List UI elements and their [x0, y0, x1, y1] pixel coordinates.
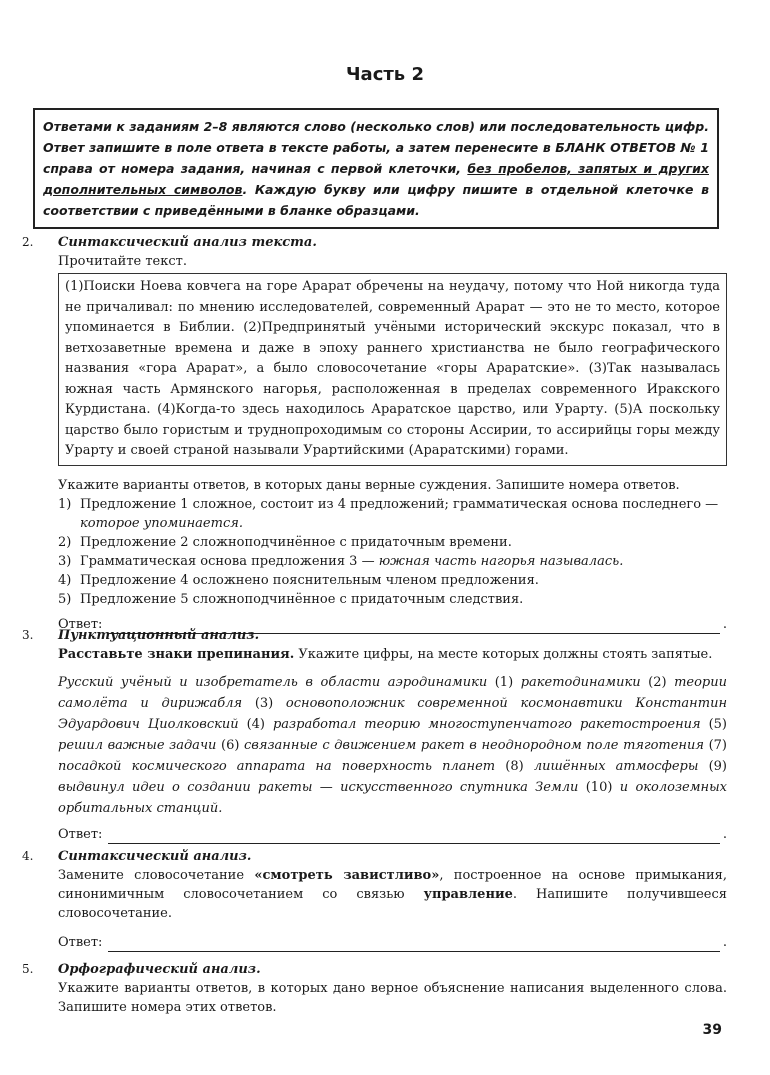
task-heading: Синтаксический анализ. [58, 849, 252, 864]
task-text-2: , построенное на основе примыкания, синонимичным словосочетанием со связью [58, 868, 727, 902]
passage-segment: решил важные задачи [58, 738, 221, 753]
instruction-rest: Укажите цифры, на месте которых должны стоять запятые. [294, 647, 713, 662]
answer-field[interactable] [108, 830, 719, 844]
task-heading: Пунктуационный анализ. [58, 628, 260, 643]
reading-text: (1)Поиски Ноева ковчега на горе Арарат обречены на неудачу, потому что Ной никогда туда не причаливал: по мнению исследователей, современный Арарат — это не то место, которое упоминается в Библии. (2)Предпринятый учёными исторический экскурс показал, что в ветхозаветные времена и даже в эпоху раннего христианства не было географического названия «гора Арарат», а было словосочетание «горы Араратские». (3)Так называлась южная часть Армянского нагорья, расположенная в пределах современного Иракского Курдистана. (4)Когда-то здесь находилось Араратское царство, или Урарту. (5)А поскольку царство было гористым и труднопроходимым со стороны Ассирии, то ассирийцы горы между Урарту и своей страной называли Урартийскими (Араратскими) горами. [58, 273, 727, 466]
instruction-bold: Расставьте знаки препинания. [58, 647, 295, 662]
passage-segment: разработал теорию многоступенчатого ракетостроения [265, 717, 709, 732]
passage-segment: связанные с движением ракет в неоднородном поле тяготения [239, 738, 709, 753]
option-item [58, 590, 727, 609]
option-text-italic: южная часть нагорья называлась. [378, 553, 624, 569]
option-text-main: Предложение 1 сложное, состоит из 4 предложений; грамматическая основа последнего — [80, 496, 719, 512]
answer-field[interactable] [108, 938, 719, 952]
task-2 [22, 233, 727, 634]
task-text-3: . Напишите получившееся словосочетание. [58, 887, 727, 921]
answer-row [58, 825, 727, 844]
comma-slot-number: (6) [221, 738, 240, 753]
option-text [80, 533, 727, 552]
option-text [80, 590, 727, 609]
comma-slot-number: (10) [585, 780, 613, 795]
option-item [58, 495, 727, 533]
comma-slot-number: (4) [246, 717, 266, 732]
instruction-text-1: Ответами к заданиям 2–8 являются слово (несколько слов) или последовательность цифр. Ответ запишите в поле ответа в тексте работы, а затем перенесите в БЛАНК ОТВЕТОВ № 1 справа от номера задания, начиная с первой клеточки, [43, 119, 709, 176]
answer-end: . [722, 827, 727, 842]
phrase: «смотреть завистливо» [254, 868, 440, 883]
task-prompt: Прочитайте текст. [58, 254, 187, 269]
task-3 [22, 626, 727, 844]
option-text-italic: которое упоминается. [80, 515, 243, 531]
link-type: управление [423, 887, 513, 902]
instruction-text-2: . Каждую букву или цифру пишите в отдельной клеточке в соответствии с приведёнными в бланке образцами. [43, 182, 709, 218]
task-heading: Орфографический анализ. [58, 962, 261, 977]
option-number: 5) [58, 591, 72, 607]
answer-end: . [722, 616, 727, 632]
punctuation-passage [58, 672, 727, 819]
option-text-main: Предложение 4 осложнено пояснительным членом предложения. [80, 572, 539, 588]
option-text [80, 552, 727, 571]
passage-segment: лишённых атмосферы [523, 759, 709, 774]
option-text-main: Грамматическая основа предложения 3 — [80, 553, 379, 569]
task-text [58, 866, 727, 923]
answer-end: . [722, 935, 727, 950]
option-number: 3) [58, 553, 72, 569]
task-question: Укажите варианты ответов, в которых даны верные суждения. Запишите номера ответов. [58, 477, 680, 493]
comma-slot-number: (9) [708, 759, 727, 774]
task-number: 4. [22, 849, 34, 863]
answer-row [58, 933, 727, 952]
option-text-main: Предложение 5 сложноподчинённое с придаточным следствия. [80, 591, 524, 607]
passage-segment: посадкой космического аппарата на поверхность планет [58, 759, 506, 774]
task-text-1: Замените словосочетание [58, 868, 255, 883]
task-5 [22, 960, 727, 1017]
task-number: 3. [22, 628, 34, 642]
options-list [58, 495, 727, 609]
comma-slot-number: (5) [708, 717, 728, 732]
answer-label: Ответ: [58, 935, 103, 950]
instruction-box [33, 108, 719, 229]
option-text [80, 571, 727, 590]
task-number: 2. [22, 235, 34, 249]
task-number: 5. [22, 962, 34, 976]
answer-label: Ответ: [58, 616, 103, 632]
task-instruction [58, 645, 727, 664]
task-heading: Синтаксический анализ текста. [58, 235, 317, 250]
option-text [80, 495, 727, 533]
comma-slot-number: (8) [505, 759, 524, 774]
task-text: Укажите варианты ответов, в которых дано верное объяснение написания выделенного слова. Запишите номера этих ответов. [58, 981, 727, 1015]
page-number: 39 [702, 1022, 722, 1038]
passage-segment: основоположник современной космонавтики Константин Эдуардович Циолковский [58, 696, 728, 732]
comma-slot-number: (2) [648, 675, 667, 690]
option-number: 4) [58, 572, 72, 588]
passage-segment: выдвинул идеи о создании ракеты — искусственного спутника Земли [58, 780, 586, 795]
passage-segment: Русский учёный и изобретатель в области аэродинамики [58, 675, 495, 690]
passage-segment: и околоземных орбитальных станций. [58, 780, 728, 816]
option-item [58, 552, 727, 571]
option-number: 2) [58, 534, 72, 550]
comma-slot-number: (3) [254, 696, 274, 711]
instruction-underlined: без пробелов, запятых и других дополнительных символов [43, 161, 709, 197]
option-text-main: Предложение 2 сложноподчинённое с придаточным времени. [80, 534, 512, 550]
passage-segment: ракетодинамики [513, 675, 649, 690]
comma-slot-number: (7) [708, 738, 727, 753]
page-title: Часть 2 [346, 64, 424, 85]
option-item [58, 571, 727, 590]
option-item [58, 533, 727, 552]
task-4 [22, 847, 727, 952]
answer-label: Ответ: [58, 827, 103, 842]
passage-segment: теории самолёта и дирижабля [58, 675, 727, 711]
option-number: 1) [58, 496, 72, 512]
comma-slot-number: (1) [494, 675, 514, 690]
